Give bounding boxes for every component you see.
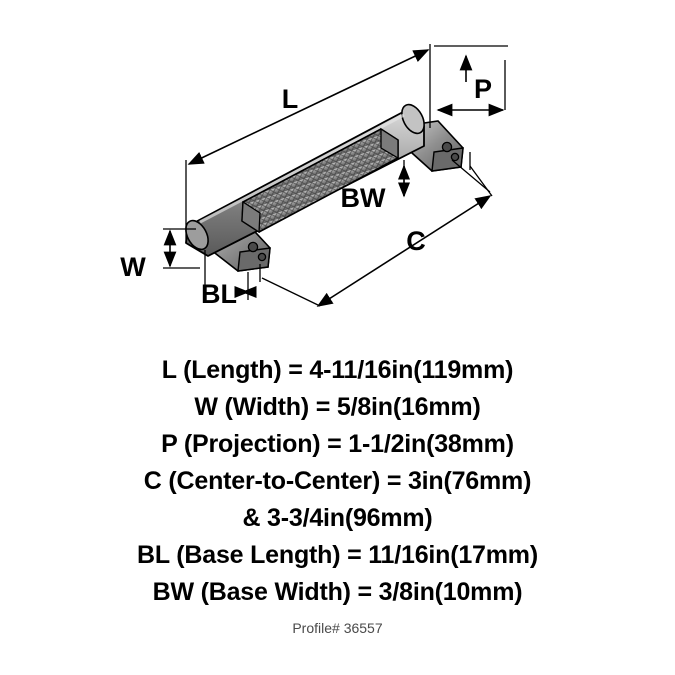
label-base-width: BW	[340, 183, 386, 213]
spec-line-center-to-center: C (Center-to-Center) = 3in(76mm)	[143, 467, 532, 495]
label-width: W	[120, 252, 146, 282]
knurled-grip	[242, 129, 398, 232]
label-base-length: BL	[201, 279, 237, 309]
specification-list	[0, 352, 675, 611]
spec-line-length: L (Length) = 4-11/16in(119mm)	[161, 356, 514, 384]
spec-line-center-to-center-alt: & 3-3/4in(96mm)	[242, 504, 433, 532]
spec-line-width: W (Width) = 5/8in(16mm)	[194, 393, 481, 421]
spec-line-base-width: BW (Base Width) = 3/8in(10mm)	[152, 578, 523, 606]
label-center-to-center: C	[406, 226, 426, 256]
label-projection: P	[473, 74, 493, 104]
profile-number: Profile# 36557	[292, 620, 383, 636]
spec-line-projection: P (Projection) = 1-1/2in(38mm)	[161, 430, 514, 458]
label-length: L	[281, 84, 299, 114]
spec-line-base-length: BL (Base Length) = 11/16in(17mm)	[137, 541, 538, 569]
